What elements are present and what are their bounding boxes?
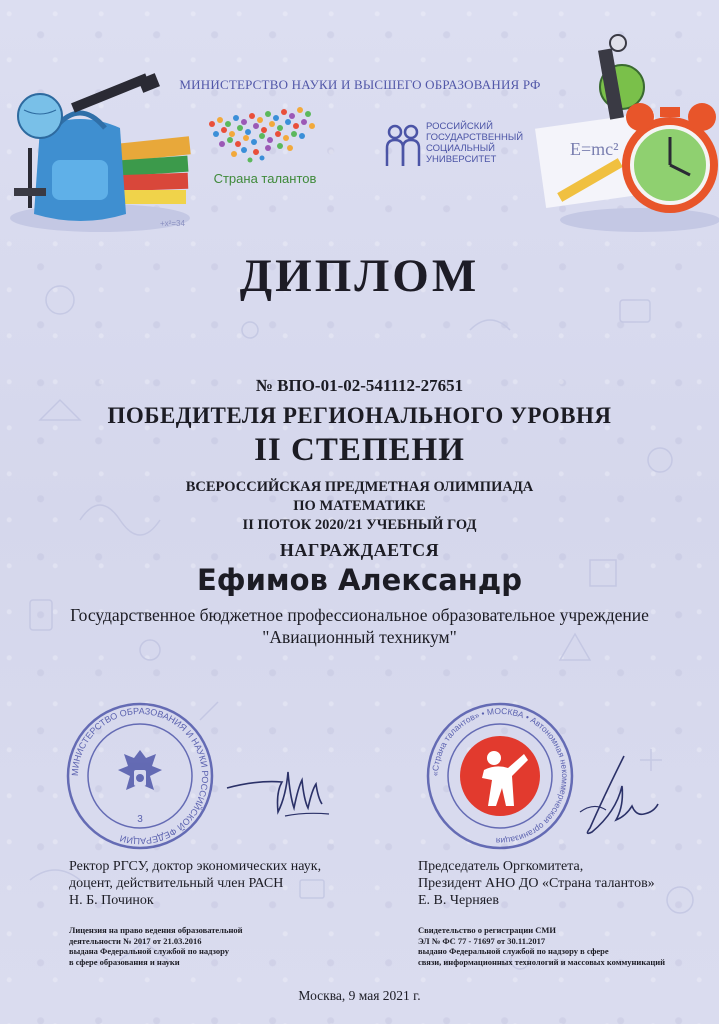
signatory-line: Ректор РГСУ, доктор экономических наук, [69,859,322,874]
rector-signature-block [69,858,321,909]
license-line: выдана Федеральной службой по надзору [69,946,230,956]
chairman-signature [572,752,662,838]
education-license [69,925,243,967]
license-line: выдано Федеральной службой по надзору в сфере [418,946,609,956]
rgsu-line: ГОСУДАРСТВЕННЫЙ [426,132,524,143]
organization-line: "Авиационный техникум" [262,627,457,647]
signatory-line: доцент, действительный член РАСН [69,876,284,891]
recipient-name: Ефимов Александр [197,563,522,597]
signatory-line: Н. Б. Починок [69,893,154,908]
organization-line: Государственное бюджетное профессиональное образовательное учреждение [70,605,649,625]
ministry-header: МИНИСТЕРСТВО НАУКИ И ВЫСШЕГО ОБРАЗОВАНИЯ РФ [179,77,541,92]
license-line: в сфере образования и науки [69,956,180,967]
recipient-organization [0,604,719,648]
media-registration [418,925,665,967]
license-line: Лицензия на право ведения образовательной [69,925,243,935]
chairman-signature-block [418,858,655,909]
license-line: деятельности № 2017 от 21.03.2016 [69,935,202,946]
diploma-number: № ВПО-01-02-541112-27651 [255,376,464,395]
organization-seal [424,700,576,852]
diploma-title: ДИПЛОМ [239,250,480,302]
seal-number: 3 [137,814,143,825]
license-line: Свидетельство о регистрации СМИ [418,925,557,935]
olympiad-line: ВСЕРОССИЙСКАЯ ПРЕДМЕТНАЯ ОЛИМПИАДА [185,479,534,495]
svg-text:E=mc²: E=mc² [570,139,619,159]
seal-ring-text: МИНИСТЕРСТВО ОБРАЗОВАНИЯ И НАУКИ РОССИЙСКОЙ ФЕДЕРАЦИИ [69,705,211,847]
olympiad-line: ПО МАТЕМАТИКЕ [293,498,426,514]
award-degree: II СТЕПЕНИ [254,432,465,468]
signatory-line: Е. В. Черняев [418,893,499,908]
rgsu-line: УНИВЕРСИТЕТ [426,154,497,165]
olympiad-line: II ПОТОК 2020/21 УЧЕБНЫЙ ГОД [242,517,477,533]
university-seal [64,700,216,852]
awarded-label: НАГРАЖДАЕТСЯ [279,540,440,560]
rgsu-line: СОЦИАЛЬНЫЙ [426,143,496,154]
signatory-line: Председатель Оргкомитета, [418,859,584,874]
place-and-date: Москва, 9 мая 2021 г. [298,988,421,1003]
seal-ring-text: «Страна талантов» • МОСКВА • Автономная некоммерческая организация [429,705,571,847]
strana-talantov-label: Страна талантов [213,171,317,186]
signatory-line: Президент АНО ДО «Страна талантов» [418,876,655,891]
rgsu-logo-text [426,121,536,165]
rgsu-line: РОССИЙСКИЙ [426,121,493,132]
winner-level: ПОБЕДИТЕЛЯ РЕГИОНАЛЬНОГО УРОВНЯ [107,403,612,428]
rgsu-logo-icon [383,122,423,168]
svg-text:+x²=34: +x²=34 [160,219,185,228]
microscope-clock-illustration [520,25,719,240]
license-line: ЭЛ № ФС 77 - 71697 от 30.11.2017 [418,935,546,946]
rector-signature [225,758,335,820]
school-supplies-illustration [0,68,200,243]
license-line: связи, информационных технологий и массовых коммуникаций [418,956,666,967]
olympiad-description [0,478,719,535]
